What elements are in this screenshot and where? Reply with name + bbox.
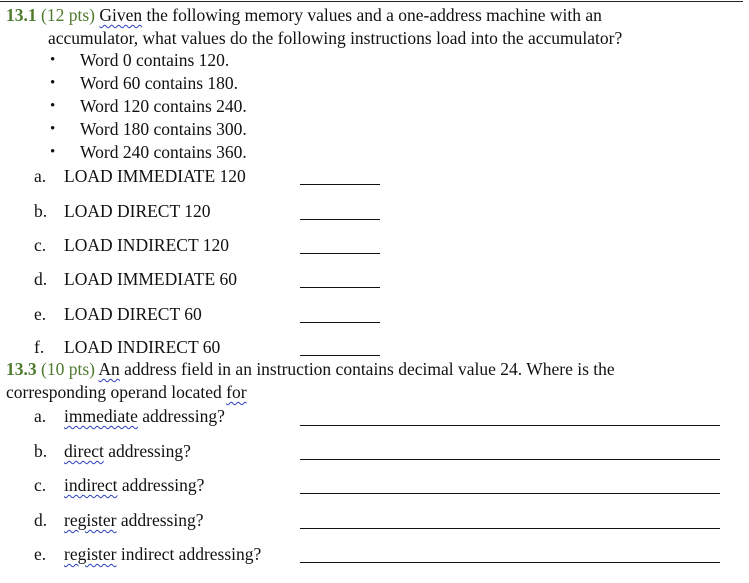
q1-item-b-letter: b. — [34, 201, 48, 221]
q3-item-c-letter: c. — [34, 475, 47, 495]
memory-item-0: Word 0 contains 120. — [80, 50, 230, 70]
q1-prompt-line1 — [6, 4, 602, 26]
q3-item-e-letter: e. — [34, 544, 47, 564]
q1-intro-word: Given — [99, 5, 143, 25]
q1-item-c-answer-blank[interactable] — [300, 253, 380, 254]
memory-item-4: Word 240 contains 360. — [80, 142, 247, 162]
q3-item-a-answer-blank[interactable] — [300, 425, 720, 426]
q3-item-b-letter: b. — [34, 441, 48, 461]
q1-item-e-answer-blank[interactable] — [300, 322, 380, 323]
q1-points: (12 pts) — [41, 5, 95, 25]
q1-prompt-rest: the following memory values and a one-address machine with an — [146, 5, 602, 25]
q3-item-b-text — [64, 440, 191, 462]
bullet-icon: • — [50, 52, 56, 68]
q1-item-a-text: LOAD IMMEDIATE 120 — [64, 166, 246, 186]
q3-points: (10 pts) — [41, 359, 95, 379]
q1-item-c-letter: c. — [34, 235, 47, 255]
q3-item-b-answer-blank[interactable] — [300, 459, 720, 460]
q3-item-d-text — [64, 509, 203, 531]
q3-prompt-rest: address field in an instruction contains decimal value 24. Where is the — [124, 359, 615, 379]
q3-item-c-text — [64, 474, 204, 496]
q3-item-c-word: indirect — [64, 475, 118, 495]
q3-item-b-rest: addressing? — [108, 441, 191, 461]
q3-item-e-answer-blank[interactable] — [300, 562, 720, 563]
q1-prompt-line2: accumulator, what values do the following instructions load into the accumulator? — [48, 28, 623, 48]
bullet-icon: • — [50, 98, 56, 114]
q3-item-b-word: direct — [64, 441, 104, 461]
memory-item-3: Word 180 contains 300. — [80, 119, 247, 139]
q3-item-a-text — [64, 405, 225, 427]
q1-item-f-answer-blank[interactable] — [300, 355, 380, 356]
memory-item-2: Word 120 contains 240. — [80, 96, 247, 116]
q3-item-a-rest: addressing? — [142, 406, 225, 426]
q3-intro-word: An — [98, 359, 120, 379]
top-rule — [0, 1, 743, 2]
q1-item-b-answer-blank[interactable] — [300, 219, 380, 220]
q3-prompt-line1 — [6, 358, 615, 380]
q3-prompt-line2 — [6, 381, 247, 403]
q1-item-a-letter: a. — [34, 166, 47, 186]
q1-item-f-text: LOAD INDIRECT 60 — [64, 337, 221, 357]
q3-item-d-word: register — [64, 510, 117, 530]
q3-item-e-text — [64, 543, 261, 565]
q3-item-c-rest: addressing? — [121, 475, 205, 495]
q3-prompt-line2-text: corresponding operand located — [6, 382, 222, 402]
q1-item-d-letter: d. — [34, 269, 48, 289]
q1-item-f-letter: f. — [34, 337, 45, 357]
q3-item-d-answer-blank[interactable] — [300, 528, 720, 529]
q3-item-d-rest: addressing? — [120, 510, 204, 530]
q3-item-a-word: immediate — [64, 406, 138, 426]
q1-item-e-letter: e. — [34, 304, 47, 324]
q1-item-e-text: LOAD DIRECT 60 — [64, 304, 202, 324]
q1-item-c-text: LOAD INDIRECT 120 — [64, 235, 229, 255]
q3-number: 13.3 — [6, 359, 37, 379]
memory-item-1: Word 60 contains 180. — [80, 73, 239, 93]
q1-item-d-text: LOAD IMMEDIATE 60 — [64, 269, 238, 289]
q3-item-a-letter: a. — [34, 406, 47, 426]
bullet-icon: • — [50, 75, 56, 91]
q3-item-c-answer-blank[interactable] — [300, 493, 720, 494]
q1-item-b-text: LOAD DIRECT 120 — [64, 201, 211, 221]
q3-item-e-word: register — [64, 544, 117, 564]
q3-prompt-line2-word: for — [226, 382, 247, 402]
q1-item-a-answer-blank[interactable] — [300, 184, 380, 185]
q3-item-e-rest: indirect addressing? — [120, 544, 262, 564]
q1-number: 13.1 — [6, 5, 37, 25]
bullet-icon: • — [50, 121, 56, 137]
q1-item-d-answer-blank[interactable] — [300, 287, 380, 288]
bullet-icon: • — [50, 144, 56, 160]
q3-item-d-letter: d. — [34, 510, 48, 530]
